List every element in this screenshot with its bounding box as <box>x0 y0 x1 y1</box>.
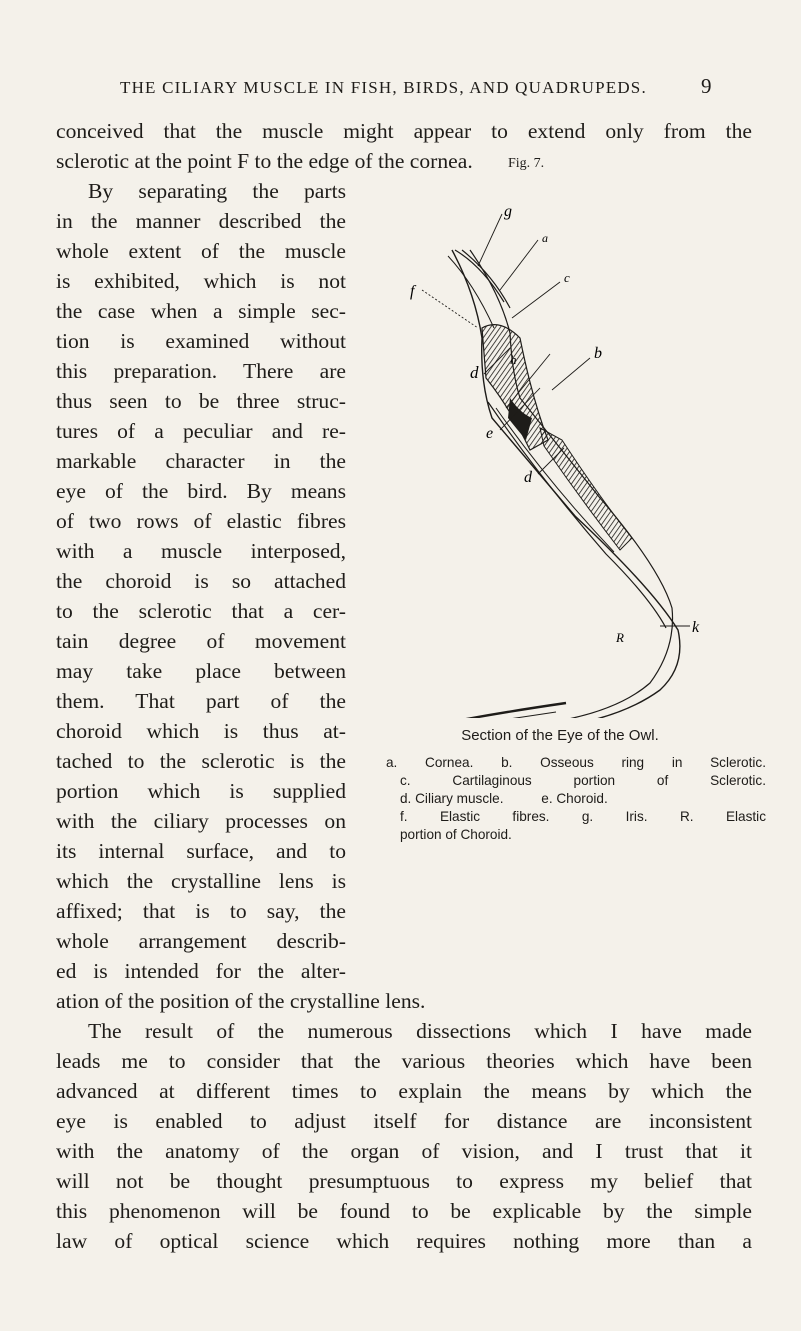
body-line: ed is intended for the alter- <box>56 959 346 983</box>
body-line: advanced at different times to explain the means by which the <box>56 1079 752 1103</box>
label-e: e <box>486 425 494 442</box>
lens-edge <box>430 703 566 718</box>
body-line: this phenomenon will be found to be explicable by the simple <box>56 1199 752 1223</box>
body-line: to the sclerotic that a cer- <box>56 599 346 623</box>
body-line: leads me to consider that the various theories which have been <box>56 1049 752 1073</box>
ciliary-muscle <box>540 428 632 550</box>
label-k: k <box>692 619 700 636</box>
choroid-line <box>496 408 614 552</box>
body-line: in the manner described the <box>56 209 346 233</box>
body-line: with the ciliary processes on <box>56 809 346 833</box>
label-d2: d <box>524 469 532 486</box>
body-line: By separating the parts <box>88 179 346 203</box>
label-h: h <box>510 352 517 367</box>
outer-contour <box>452 250 680 718</box>
body-line: them. That part of the <box>56 689 346 713</box>
body-line: tion is examined without <box>56 329 346 353</box>
leader-b <box>552 358 590 390</box>
cornea-line <box>455 250 504 302</box>
label-b: b <box>594 345 602 362</box>
body-line: conceived that the muscle might appear to extend only from the <box>56 119 752 143</box>
body-line: choroid which is thus at- <box>56 719 346 743</box>
body-line: may take place between <box>56 659 346 683</box>
body-line: ation of the position of the crystalline lens. <box>56 989 426 1013</box>
body-line: of two rows of elastic fibres <box>56 509 346 533</box>
body-line: which the crystalline lens is <box>56 869 346 893</box>
body-line: The result of the numerous dissections which I have made <box>88 1019 752 1043</box>
body-line: portion which is supplied <box>56 779 346 803</box>
body-line: whole extent of the muscle <box>56 239 346 263</box>
body-line: thus seen to be three struc- <box>56 389 346 413</box>
label-d: d <box>470 363 479 382</box>
body-line: whole arrangement describ- <box>56 929 346 953</box>
figure-caption-line: d. Ciliary muscle. e. Choroid. <box>400 791 608 806</box>
body-line: the choroid is so attached <box>56 569 346 593</box>
label-f: f <box>410 283 415 300</box>
body-line: tures of a peculiar and re- <box>56 419 346 443</box>
figure-caption-line: c. Cartilaginous portion of Sclerotic. <box>400 773 766 788</box>
figure-caption-line: a. Cornea. b. Osseous ring in Sclerotic. <box>386 755 766 770</box>
label-R: R <box>616 630 624 645</box>
eye-section-figure <box>370 178 710 718</box>
figure-caption-line: portion of Choroid. <box>400 827 512 842</box>
body-line: markable character in the <box>56 449 346 473</box>
body-line: sclerotic at the point F to the edge of the cornea. <box>56 149 473 173</box>
page-number: 9 <box>701 74 712 98</box>
body-line: with a muscle interposed, <box>56 539 346 563</box>
label-g: g <box>504 203 512 220</box>
body-line: tain degree of movement <box>56 629 346 653</box>
leader-a <box>500 240 538 290</box>
body-line: law of optical science which requires nothing more than a <box>56 1229 752 1253</box>
figure-label: Fig. 7. <box>508 156 545 171</box>
body-line: with the anatomy of the organ of vision, and I trust that it <box>56 1139 752 1163</box>
body-line: eye of the bird. By means <box>56 479 346 503</box>
leader-f <box>422 290 478 328</box>
body-line: this preparation. There are <box>56 359 346 383</box>
choroid-line <box>488 402 666 628</box>
body-line: will not be thought presumptuous to express my belief that <box>56 1169 752 1193</box>
body-line: is exhibited, which is not <box>56 269 346 293</box>
figure-caption-title: Section of the Eye of the Owl. <box>461 727 659 744</box>
body-line: its internal surface, and to <box>56 839 346 863</box>
body-line: affixed; that is to say, the <box>56 899 346 923</box>
label-c: c <box>564 270 570 285</box>
label-a: a <box>542 231 548 245</box>
body-line: tached to the sclerotic is the <box>56 749 346 773</box>
body-line: eye is enabled to adjust itself for distance are inconsistent <box>56 1109 752 1133</box>
leader-c <box>512 282 560 318</box>
body-line: the case when a simple sec- <box>56 299 346 323</box>
figure-caption-line: f. Elastic fibres. g. Iris. R. Elastic <box>400 809 766 824</box>
running-head: THE CILIARY MUSCLE IN FISH, BIRDS, AND QUADRUPEDS. <box>120 78 647 97</box>
leader-g <box>478 214 502 266</box>
